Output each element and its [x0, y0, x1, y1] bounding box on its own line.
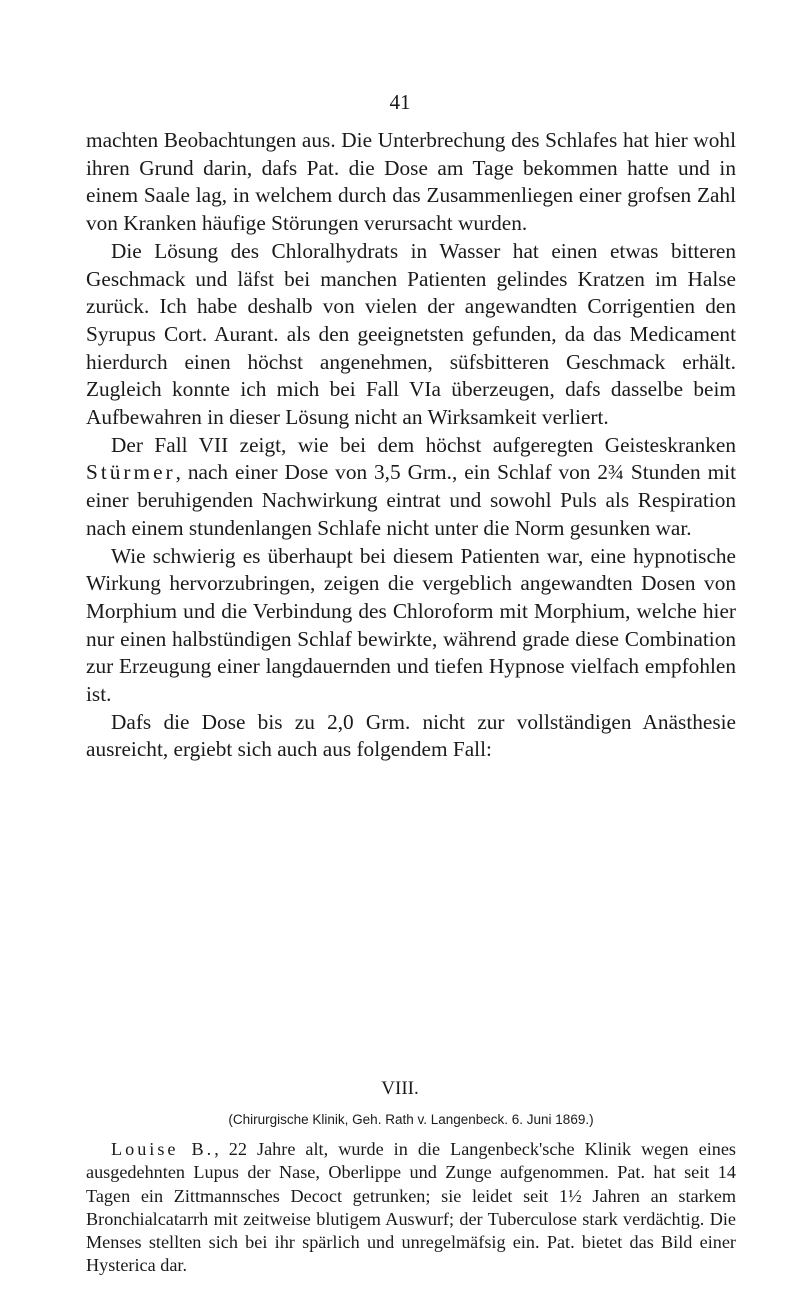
patient-name-stuermer: Stürmer	[86, 460, 176, 485]
case-source: (Chirurgische Klinik, Geh. Rath v. Langenbeck. 6. Juni 1869.)	[228, 1112, 594, 1127]
paragraph-3-text-start: Der Fall VII zeigt, wie bei dem höchst aufgeregten Geisteskranken	[111, 432, 736, 457]
case-heading: VIII.	[381, 1078, 419, 1099]
main-text	[86, 127, 736, 764]
paragraph-2: Die Lösung des Chloralhydrats in Wasser hat einen etwas bitteren Geschmack und läfst bei manchen Patienten gelindes Kratzen im Halse zurück. Ich habe deshalb von vielen der angewandten Corrigentien den Syrupus Cort. Aurant. als den geeignetsten gefunden, da das Medicament hierdurch einen höchst angenehmen, süfsbitteren Geschmack erhält. Zugleich konnte ich mich bei Fall VIa überzeugen, dafs dasselbe beim Aufbewahren in dieser Lösung nicht an Wirksamkeit verliert.	[86, 238, 736, 430]
paragraph-3-text-end: , nach einer Dose von 3,5 Grm., ein Schlaf von 2¾ Stunden mit einer beruhigenden Nachwirkung eintrat und sowohl Puls als Respiration nach einem stundenlangen Schlafe nicht unter die Norm gesunken war.	[86, 460, 736, 540]
paragraph-3	[86, 432, 736, 543]
case-text: , 22 Jahre alt, wurde in die Langenbeck'sche Klinik wegen eines ausgedehnten Lupus der Nase, Oberlippe und Zunge aufgenommen. Pat. hat seit 14 Tagen ein Zittmannsches Decoct getrunken; sie leidet seit 1½ Jahren an starkem Bronchialcatarrh mit zeitweise blutigem Auswurf; der Tuberculose stark verdächtig. Die Menses stellten sich bei ihr spärlich und unregelmäfsig ein. Pat. bietet das Bild einer Hysterica dar.	[86, 1139, 736, 1276]
page-number: 41	[389, 90, 411, 114]
paragraph-5: Dafs die Dose bis zu 2,0 Grm. nicht zur vollständigen Anästhesie ausreicht, ergiebt sich auch aus folgendem Fall:	[86, 709, 736, 762]
case-paragraph	[86, 1138, 736, 1278]
paragraph-4: Wie schwierig es überhaupt bei diesem Patienten war, eine hypnotische Wirkung hervorzubringen, zeigen die vergeblich angewandten Dosen von Morphium und die Verbindung des Chloroform mit Morphium, welche hier nur einen halbstündigen Schlaf bewirkte, während grade diese Combination zur Erzeugung einer langdauernden und tiefen Hypnose vielfach empfohlen ist.	[86, 543, 736, 707]
paragraph-1: machten Beobachtungen aus. Die Unterbrechung des Schlafes hat hier wohl ihren Grund darin, dafs Pat. die Dose am Tage bekommen hatte und in einem Saale lag, in welchem durch das Zusammenliegen einer grofsen Zahl von Kranken häufige Störungen verursacht wurden.	[86, 128, 736, 236]
case-patient-name: Louise B.	[111, 1139, 215, 1159]
case-description	[86, 1138, 736, 1278]
